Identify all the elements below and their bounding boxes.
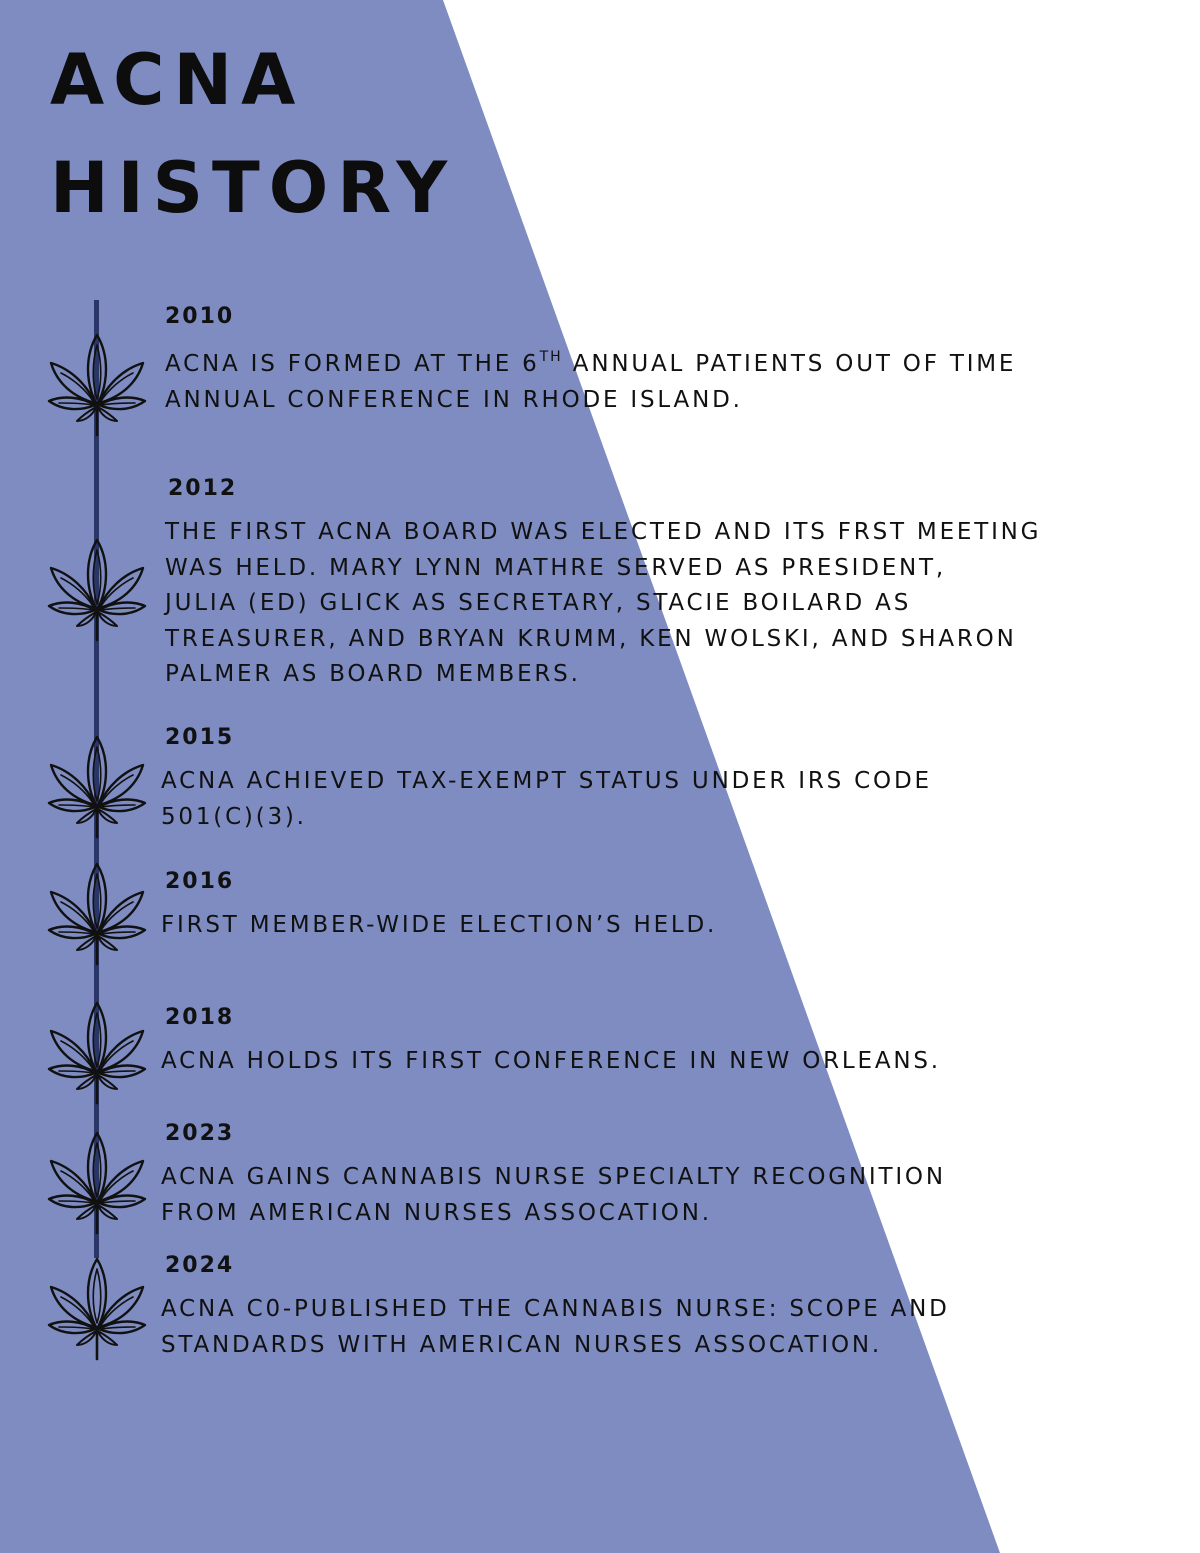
event-description-line: FROM AMERICAN NURSES ASSOCATION. — [161, 1199, 712, 1226]
cannabis-leaf-icon — [47, 862, 147, 966]
event-description-line: ACNA ACHIEVED TAX-EXEMPT STATUS UNDER IRS CODE — [161, 768, 932, 794]
event-description — [161, 764, 932, 835]
event-description-line: FIRST MEMBER-WIDE ELECTION’S HELD. — [161, 912, 718, 938]
cannabis-leaf-icon — [47, 1257, 147, 1361]
event-year: 2024 — [165, 1253, 235, 1278]
event-description-line: ACNA C0-PUBLISHED THE CANNABIS NURSE: SCOPE AND — [161, 1296, 950, 1322]
ordinal-suffix: TH — [539, 349, 563, 365]
event-year: 2016 — [165, 869, 235, 894]
event-description-line: 501(C)(3). — [161, 803, 307, 830]
event-description-line: ANNUAL CONFERENCE IN RHODE ISLAND. — [165, 386, 743, 413]
event-description-line: ACNA HOLDS ITS FIRST CONFERENCE IN NEW ORLEANS. — [161, 1048, 941, 1074]
event-description-line: THE FIRST ACNA BOARD WAS ELECTED AND ITS FRST MEETING — [165, 519, 1042, 545]
cannabis-leaf-icon — [47, 333, 147, 437]
cannabis-leaf-icon — [47, 735, 147, 839]
event-description — [165, 515, 1041, 693]
page-title-line1: ACNA — [50, 39, 305, 121]
event-description — [165, 340, 1016, 418]
cannabis-leaf-icon — [47, 1001, 147, 1105]
event-description — [161, 908, 717, 944]
event-description-line — [165, 340, 1016, 383]
event-text-part: ANNUAL PATIENTS OUT OF TIME — [562, 351, 1017, 377]
event-description-line: PALMER AS BOARD MEMBERS. — [165, 661, 581, 687]
event-year: 2010 — [165, 304, 235, 329]
event-year: 2023 — [165, 1121, 235, 1146]
event-description-line: STANDARDS WITH AMERICAN NURSES ASSOCATION. — [161, 1331, 882, 1358]
cannabis-leaf-icon — [47, 538, 147, 642]
event-description-line: TREASURER, AND BRYAN KRUMM, KEN WOLSKI, AND SHARON — [165, 625, 1017, 652]
event-description-line: ACNA GAINS CANNABIS NURSE SPECIALTY RECOGNITION — [161, 1164, 946, 1190]
event-description-line: WAS HELD. MARY LYNN MATHRE SERVED AS PRESIDENT, — [165, 554, 947, 581]
event-description — [161, 1292, 950, 1363]
cannabis-leaf-icon — [47, 1131, 147, 1235]
event-text-part: ACNA IS FORMED AT THE 6 — [165, 351, 540, 377]
event-year: 2015 — [165, 725, 235, 750]
event-description-line: JULIA (ED) GLICK AS SECRETARY, STACIE BOILARD AS — [165, 590, 912, 616]
event-year: 2012 — [168, 476, 238, 501]
event-description — [161, 1044, 941, 1080]
event-year: 2018 — [165, 1005, 235, 1030]
event-description — [161, 1160, 946, 1231]
page-title-line2: HISTORY — [50, 147, 457, 229]
